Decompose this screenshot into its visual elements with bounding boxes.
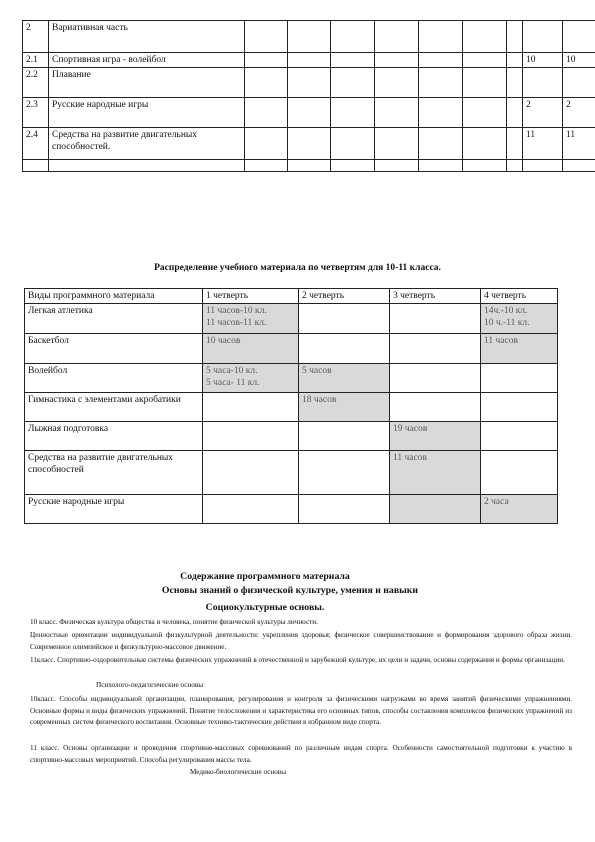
activity-name: Баскетбол bbox=[25, 334, 203, 364]
row-name bbox=[49, 160, 245, 172]
hours-cell bbox=[523, 160, 563, 172]
hours-value: 11 часов bbox=[393, 453, 427, 463]
hours-row bbox=[23, 160, 595, 172]
quarter-cell-q2 bbox=[299, 334, 390, 364]
hours-cell bbox=[331, 160, 375, 172]
quarter-cell-q3 bbox=[390, 422, 481, 451]
hours-cell bbox=[523, 68, 563, 98]
row-number: 2 bbox=[23, 21, 49, 53]
row-number: 2.3 bbox=[23, 98, 49, 128]
hours-cell bbox=[419, 128, 463, 160]
hours-value: 5 часа-10 кл. bbox=[206, 366, 258, 376]
hours-cell bbox=[563, 160, 595, 172]
distribution-row bbox=[25, 451, 558, 495]
quarter-cell-q2 bbox=[299, 451, 390, 495]
hours-cell bbox=[331, 53, 375, 68]
hours-cell bbox=[288, 21, 331, 53]
hours-cell bbox=[419, 53, 463, 68]
quarter-cell-q3 bbox=[390, 364, 481, 393]
quarter-cell-q4 bbox=[481, 422, 558, 451]
medico-bio-heading: Медико-биологические основы bbox=[190, 768, 287, 776]
hours-cell bbox=[507, 68, 523, 98]
quarter-cell-q2 bbox=[299, 364, 390, 393]
paragraph-11-class: 11класс. Спортивно-оздоровительные системы физических упражнений в отечественной и зарубежной культуре, их цели и задачи, основы содержания и формы организации. bbox=[30, 656, 565, 664]
hours-cell bbox=[419, 21, 463, 53]
hours-cell bbox=[463, 98, 507, 128]
hours-value: 5 часов bbox=[302, 366, 332, 376]
hours-cell bbox=[463, 53, 507, 68]
hours-cell bbox=[507, 53, 523, 68]
hours-cell bbox=[245, 98, 288, 128]
hours-cell bbox=[331, 68, 375, 98]
distribution-row bbox=[25, 422, 558, 451]
header-cell: 4 четверть bbox=[481, 289, 558, 304]
hours-row bbox=[23, 128, 595, 160]
hours-cell bbox=[375, 21, 419, 53]
quarter-cell-q1 bbox=[203, 495, 299, 524]
distribution-row bbox=[25, 364, 558, 393]
hours-cell: 11 bbox=[523, 128, 563, 160]
hours-cell bbox=[507, 98, 523, 128]
hours-value: 11 часов-10 кл. bbox=[206, 306, 267, 316]
hours-value: 18 часов bbox=[302, 395, 337, 405]
hours-cell bbox=[245, 128, 288, 160]
quarter-cell-q3 bbox=[390, 304, 481, 334]
activity-name: Русские народные игры bbox=[25, 495, 203, 524]
hours-cell bbox=[288, 160, 331, 172]
quarter-cell-q3 bbox=[390, 451, 481, 495]
hours-cell bbox=[419, 160, 463, 172]
header-cell: 3 четверть bbox=[390, 289, 481, 304]
distribution-row bbox=[25, 334, 558, 364]
hours-cell bbox=[463, 21, 507, 53]
hours-cell: 11 bbox=[563, 128, 595, 160]
activity-name: Легкая атлетика bbox=[25, 304, 203, 334]
quarter-cell-q1 bbox=[203, 304, 299, 334]
hours-cell bbox=[375, 53, 419, 68]
knowledge-heading: Основы знаний о физической культуре, умения и навыки bbox=[161, 585, 419, 596]
hours-cell bbox=[523, 21, 563, 53]
activity-name: Гимнастика с элементами акробатики bbox=[25, 393, 203, 422]
quarter-cell-q4 bbox=[481, 334, 558, 364]
hours-value: 11 часов-11 кл. bbox=[206, 318, 267, 328]
quarter-cell-q4 bbox=[481, 451, 558, 495]
distribution-header-row bbox=[25, 289, 558, 304]
activity-name: Средства на развитие двигательных способностей bbox=[25, 451, 203, 495]
hours-row bbox=[23, 53, 595, 68]
hours-cell bbox=[507, 128, 523, 160]
row-name: Спортивная игра - волейбол bbox=[49, 53, 245, 68]
row-number: 2.1 bbox=[23, 53, 49, 68]
hours-value: 2 часа bbox=[484, 497, 509, 507]
quarter-cell-q2 bbox=[299, 422, 390, 451]
hours-cell: 10 bbox=[523, 53, 563, 68]
hours-cell bbox=[288, 68, 331, 98]
paragraph-10-class-methods: 10класс. Способы индивидуальной организации, планирования, регулирования и контроля за физическими нагрузками во время занятий физическими упражнениями. Основные формы и виды физических упражнений. Понятие телосложения и характеристика его основных типов, способы составления комплексов физических упражнений из современных систем физического воспитания. Основные технико-тактические действия в избранном виде спорта. bbox=[30, 695, 572, 726]
hours-value: 10 часов bbox=[206, 336, 241, 346]
hours-value: 10 ч.-11 кл. bbox=[484, 318, 530, 328]
hours-row bbox=[23, 21, 595, 53]
distribution-row bbox=[25, 393, 558, 422]
quarter-cell-q2 bbox=[299, 393, 390, 422]
hours-row bbox=[23, 68, 595, 98]
distribution-title: Распределение учебного материала по четвертям для 10-11 класса. bbox=[154, 263, 441, 273]
quarter-cell-q2 bbox=[299, 304, 390, 334]
paragraph-values: Ценностные ориентации индивидуальной физкультурной деятельности: укрепления здоровья; физическое совершенствование и формирования здорового образа жизни. Современное олимпийское и физкультурно-массовое движение. bbox=[30, 631, 572, 651]
row-name: Вариативная часть bbox=[49, 21, 245, 53]
hours-cell bbox=[463, 68, 507, 98]
hours-cell bbox=[375, 160, 419, 172]
hours-table bbox=[22, 20, 595, 172]
hours-cell bbox=[245, 160, 288, 172]
quarter-cell-q1 bbox=[203, 393, 299, 422]
hours-cell bbox=[375, 68, 419, 98]
hours-cell bbox=[331, 21, 375, 53]
quarter-cell-q4 bbox=[481, 393, 558, 422]
hours-row bbox=[23, 98, 595, 128]
hours-cell bbox=[288, 128, 331, 160]
hours-cell bbox=[331, 98, 375, 128]
quarter-cell-q4 bbox=[481, 304, 558, 334]
hours-value: 11 часов bbox=[484, 336, 518, 346]
paragraph-11-class-organization: 11 класс. Основы организации и проведения спортивно-массовых соревнований по различным видам спорта. Особенности самостоятельной подготовки к участию в спортивно-массовых мероприятий. Способы регулирования массы тела. bbox=[30, 744, 572, 764]
row-name: Средства на развитие двигательных способностей. bbox=[49, 128, 245, 160]
row-number: 2.4 bbox=[23, 128, 49, 160]
quarter-cell-q1 bbox=[203, 364, 299, 393]
hours-cell bbox=[507, 160, 523, 172]
quarter-cell-q1 bbox=[203, 334, 299, 364]
hours-cell bbox=[245, 21, 288, 53]
activity-name: Лыжная подготовка bbox=[25, 422, 203, 451]
row-number: 2.2 bbox=[23, 68, 49, 98]
hours-cell bbox=[245, 53, 288, 68]
hours-cell bbox=[563, 21, 595, 53]
hours-cell bbox=[563, 68, 595, 98]
sociocultural-heading: Социокультурные основы. bbox=[205, 602, 325, 613]
quarter-cell-q1 bbox=[203, 451, 299, 495]
hours-cell bbox=[375, 98, 419, 128]
header-cell: 1 четверть bbox=[203, 289, 299, 304]
hours-cell: 2 bbox=[563, 98, 595, 128]
hours-cell bbox=[375, 128, 419, 160]
hours-cell bbox=[507, 21, 523, 53]
hours-value: 5 часа- 11 кл. bbox=[206, 378, 260, 388]
row-name: Плавание bbox=[49, 68, 245, 98]
hours-cell bbox=[419, 98, 463, 128]
distribution-row bbox=[25, 304, 558, 334]
hours-cell bbox=[288, 53, 331, 68]
hours-cell: 2 bbox=[523, 98, 563, 128]
content-heading: Содержание программного материала bbox=[180, 571, 350, 582]
quarter-cell-q4 bbox=[481, 364, 558, 393]
quarter-cell-q3 bbox=[390, 495, 481, 524]
distribution-table bbox=[24, 288, 558, 524]
hours-value: 14ч.-10 кл. bbox=[484, 306, 528, 316]
paragraph-10-class: 10 класс. Физическая культура общества и человека, понятие физической культуры личности. bbox=[30, 618, 318, 626]
quarter-cell-q3 bbox=[390, 393, 481, 422]
hours-cell: 10 bbox=[563, 53, 595, 68]
hours-cell bbox=[463, 160, 507, 172]
hours-cell bbox=[288, 98, 331, 128]
hours-cell bbox=[245, 68, 288, 98]
row-name: Русские народные игры bbox=[49, 98, 245, 128]
psych-ped-heading: Психолого-педагогические основы bbox=[96, 681, 204, 689]
quarter-cell-q2 bbox=[299, 495, 390, 524]
quarter-cell-q3 bbox=[390, 334, 481, 364]
quarter-cell-q4 bbox=[481, 495, 558, 524]
hours-value: 19 часов bbox=[393, 424, 428, 434]
distribution-row bbox=[25, 495, 558, 524]
row-number bbox=[23, 160, 49, 172]
hours-cell bbox=[419, 68, 463, 98]
quarter-cell-q1 bbox=[203, 422, 299, 451]
activity-name: Волейбол bbox=[25, 364, 203, 393]
header-cell: Виды программного материала bbox=[25, 289, 203, 304]
hours-cell bbox=[331, 128, 375, 160]
hours-cell bbox=[463, 128, 507, 160]
header-cell: 2 четверть bbox=[299, 289, 390, 304]
